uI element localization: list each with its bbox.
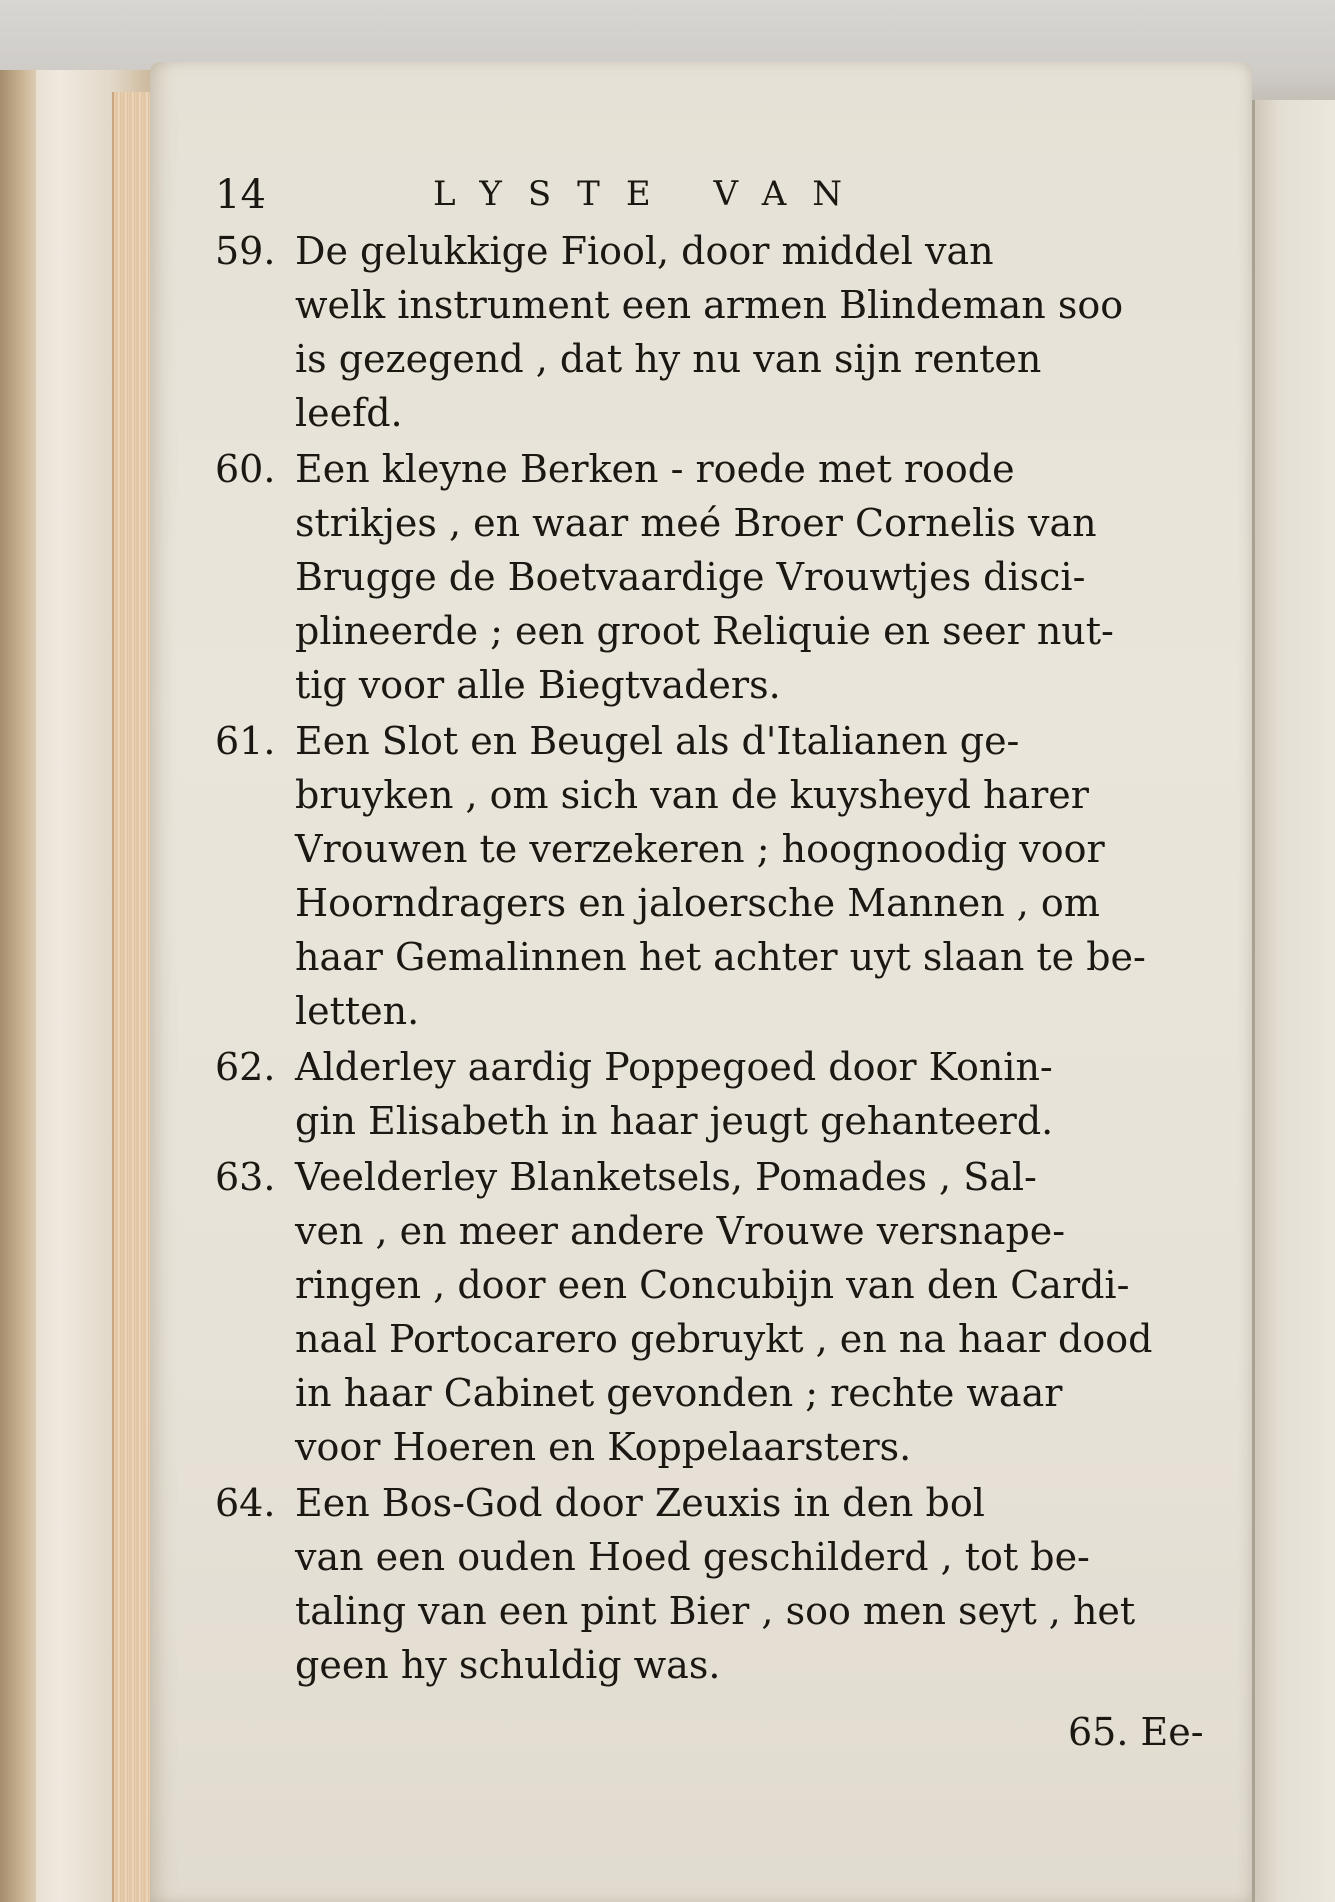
entry-number: 59.: [215, 229, 276, 273]
page-body: [215, 224, 1215, 1694]
entry-text: Alderley aardig Poppegoed door Konin-: [295, 1045, 1053, 1089]
entry-line: leefd.: [295, 391, 403, 435]
entry-first-line: [215, 1150, 1215, 1204]
list-item: [215, 442, 1215, 712]
entry-number: 64.: [215, 1481, 276, 1525]
entry-line: Brugge de Boetvaardige Vrouwtjes disci-: [295, 555, 1086, 599]
entry-text: Veelderley Blanketsels, Pomades , Sal-: [295, 1155, 1037, 1199]
entry-first-line: [215, 224, 1215, 278]
entry-line: voor Hoeren en Koppelaarsters.: [295, 1425, 912, 1469]
list-item: [215, 1150, 1215, 1474]
page-number: 14: [215, 172, 266, 218]
entry-line: plineerde ; een groot Reliquie en seer nut-: [295, 609, 1114, 653]
left-book-edge: [0, 70, 36, 1902]
entry-line: ringen , door een Concubijn van den Cardi-: [295, 1263, 1130, 1307]
entry-line: tig voor alle Biegtvaders.: [295, 663, 781, 707]
entry-line: in haar Cabinet gevonden ; rechte waar: [295, 1371, 1063, 1415]
entry-line: van een ouden Hoed geschilderd , tot be-: [295, 1535, 1090, 1579]
entry-line: is gezegend , dat hy nu van sijn renten: [295, 337, 1042, 381]
entry-line: haar Gemalinnen het achter uyt slaan te be-: [295, 935, 1146, 979]
entry-number: 62.: [215, 1045, 276, 1089]
entry-first-line: [215, 714, 1215, 768]
list-item: [215, 1040, 1215, 1148]
running-title: LYSTE VAN: [433, 174, 868, 214]
entry-number: 60.: [215, 447, 276, 491]
list-item: [215, 714, 1215, 1038]
entry-number: 61.: [215, 719, 276, 763]
entry-line: geen hy schuldig was.: [295, 1643, 721, 1687]
entry-line: bruyken , om sich van de kuysheyd harer: [295, 773, 1089, 817]
page-header: [215, 172, 1055, 222]
entry-line: letten.: [295, 989, 420, 1033]
catchword: 65. Ee-: [1068, 1710, 1204, 1754]
entry-first-line: [215, 1476, 1215, 1530]
entry-line: Vrouwen te verzekeren ; hoognoodig voor: [295, 827, 1105, 871]
entry-text: Een kleyne Berken - roede met roode: [295, 447, 1015, 491]
facing-page-edge: [1252, 100, 1335, 1902]
entry-line: taling van een pint Bier , soo men seyt , het: [295, 1589, 1136, 1633]
entry-first-line: [215, 1040, 1215, 1094]
list-item: [215, 1476, 1215, 1692]
entry-line: naal Portocarero gebruykt , en na haar dood: [295, 1317, 1153, 1361]
entry-line: strikjes , en waar meé Broer Cornelis van: [295, 501, 1097, 545]
entry-line: ven , en meer andere Vrouwe versnape-: [295, 1209, 1066, 1253]
entry-line: Hoorndragers en jaloersche Mannen , om: [295, 881, 1100, 925]
entry-first-line: [215, 442, 1215, 496]
entry-text: Een Bos-God door Zeuxis in den bol: [295, 1481, 985, 1525]
entry-line: welk instrument een armen Blindeman soo: [295, 283, 1124, 327]
entry-text: De gelukkige Fiool, door middel van: [295, 229, 994, 273]
entry-line: gin Elisabeth in haar jeugt gehanteerd.: [295, 1099, 1054, 1143]
entry-number: 63.: [215, 1155, 276, 1199]
list-item: [215, 224, 1215, 440]
entry-text: Een Slot en Beugel als d'Italianen ge-: [295, 719, 1020, 763]
